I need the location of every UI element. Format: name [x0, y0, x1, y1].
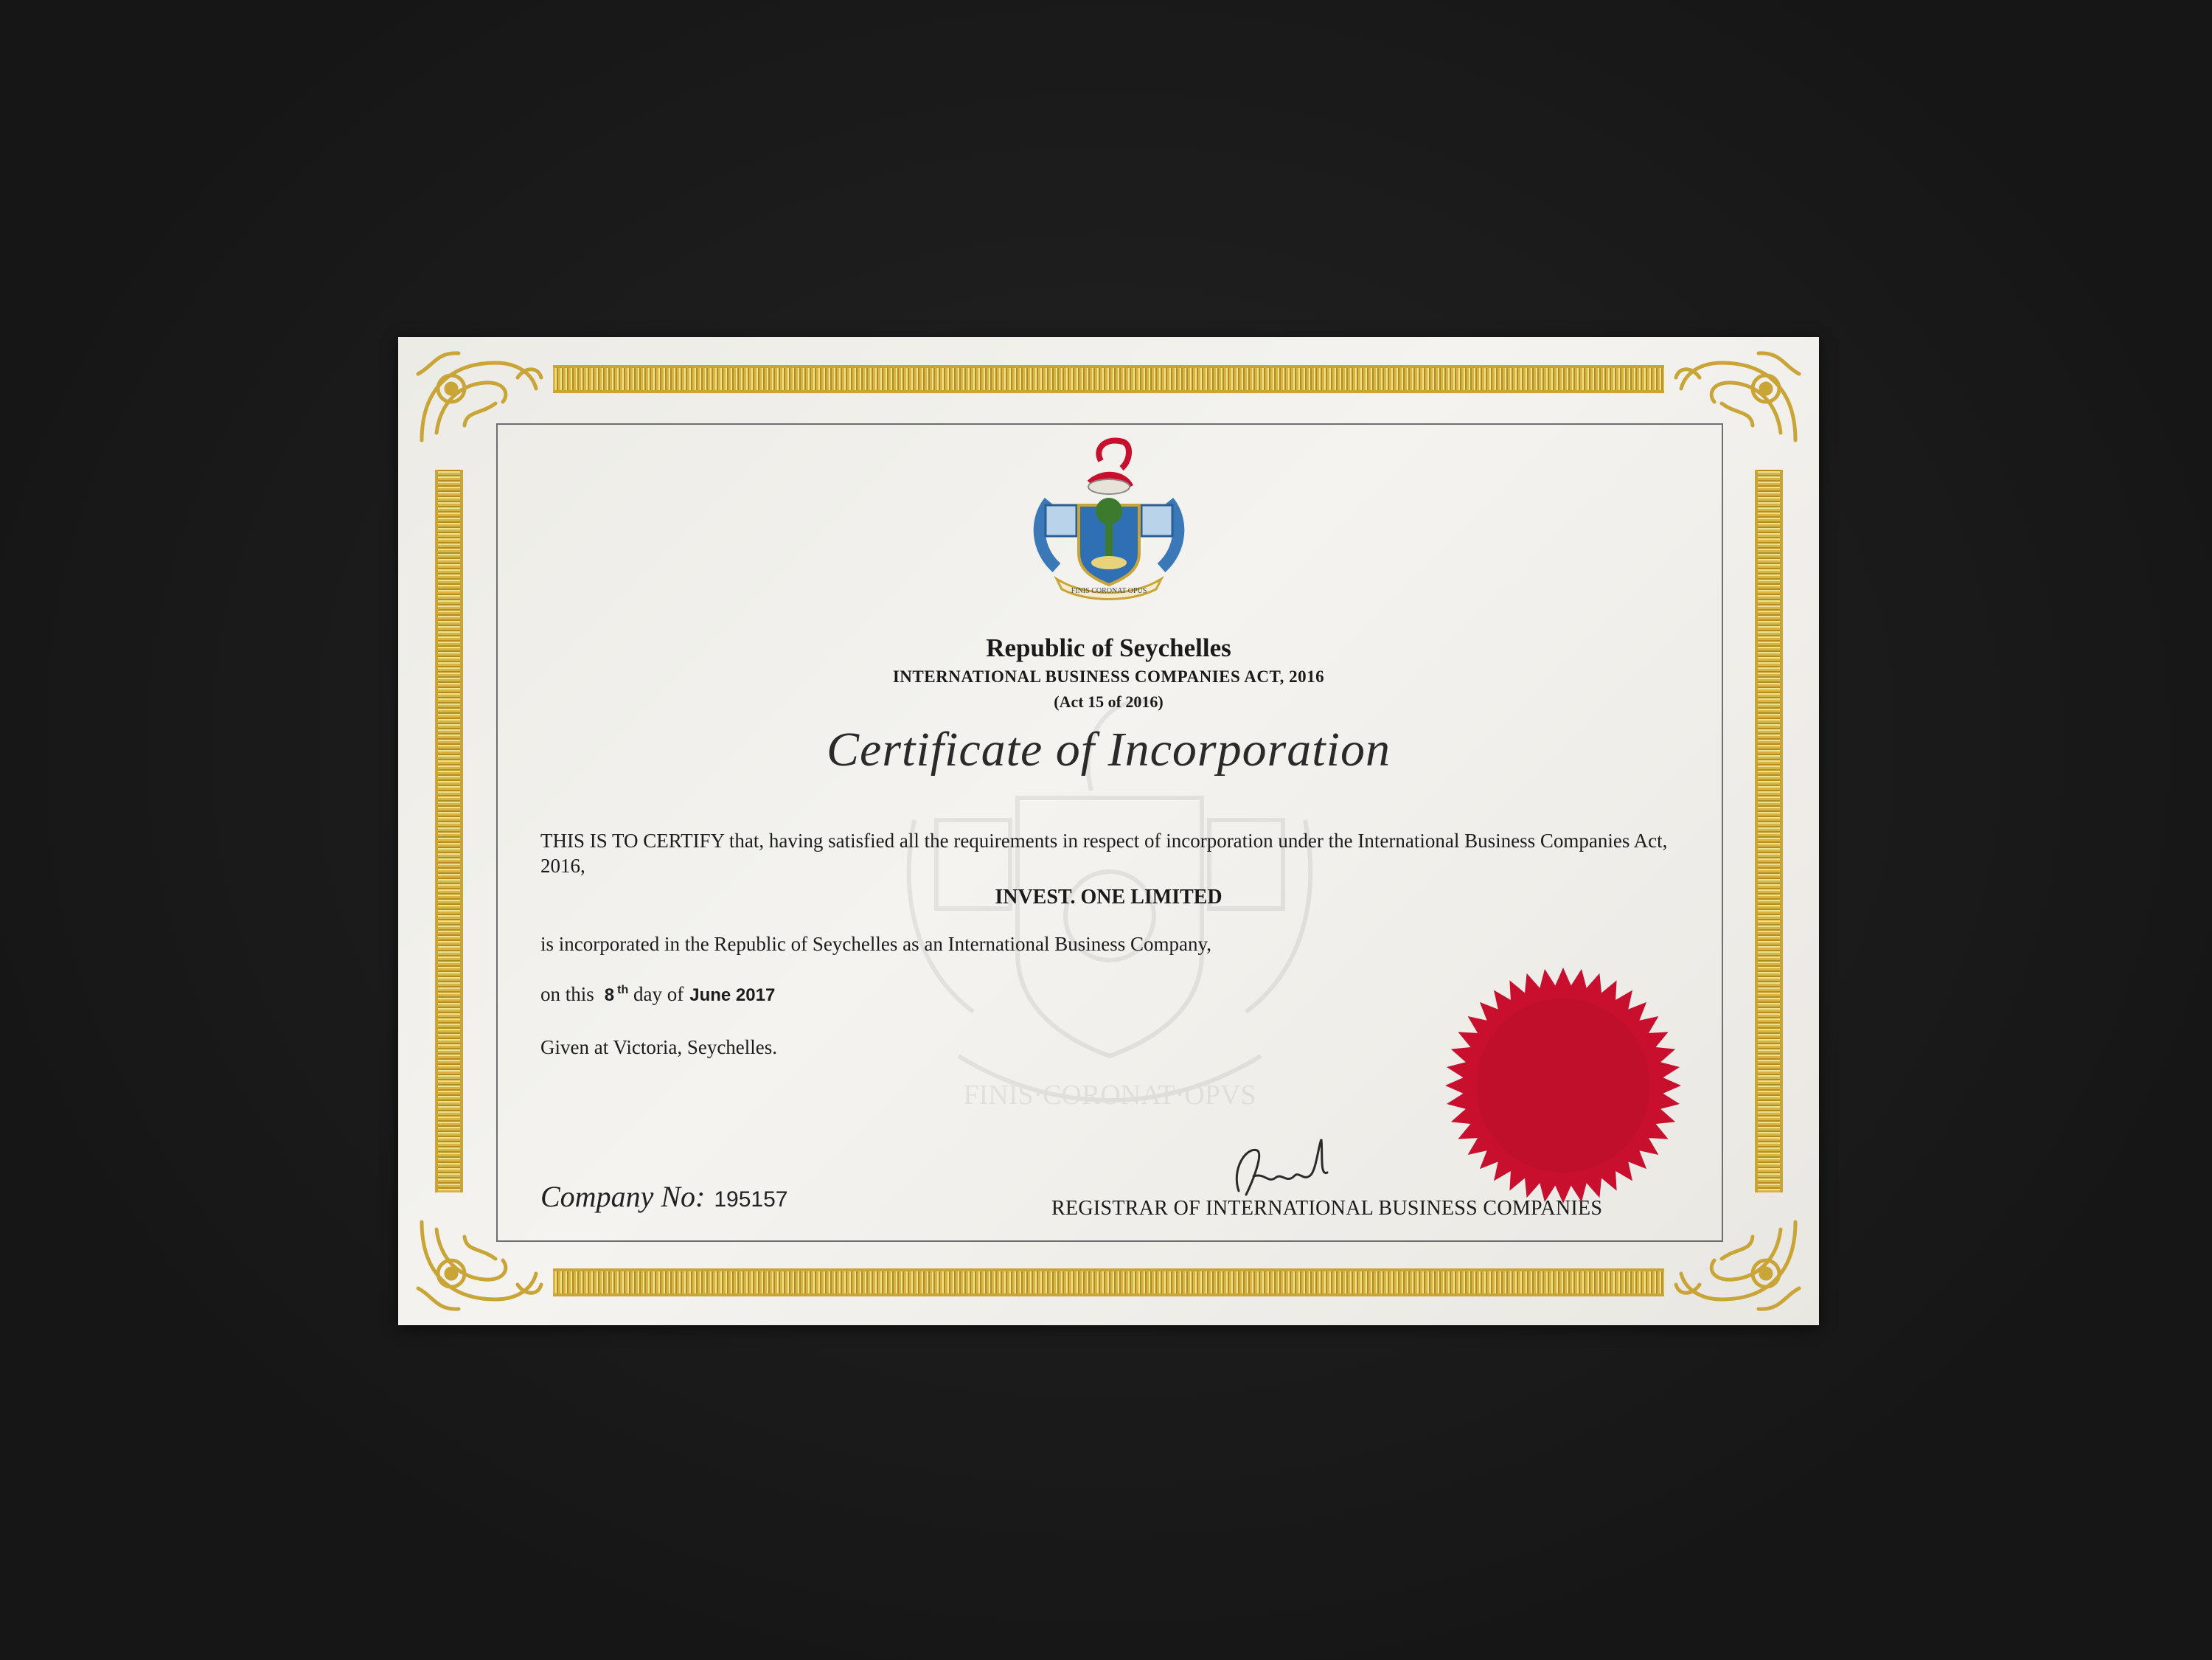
given-at: Given at Victoria, Seychelles. [540, 1036, 778, 1058]
gold-border-right [1755, 470, 1783, 1192]
crest-motto: FINIS CORONAT OPUS [1071, 587, 1147, 595]
act-heading: INTERNATIONAL BUSINESS COMPANIES ACT, 2016 [892, 667, 1325, 686]
coat-of-arms-icon [1020, 431, 1198, 602]
date-day-of: day of [633, 983, 684, 1005]
gold-border-left [435, 470, 463, 1192]
date-day: 8 [604, 985, 615, 1005]
company-name: INVEST. ONE LIMITED [995, 886, 1222, 909]
company-number-value: 195157 [714, 1187, 788, 1212]
certificate-paper [398, 337, 1819, 1325]
company-number-label: Company No: [540, 1180, 706, 1213]
registrar-signature [1224, 1132, 1335, 1198]
red-seal-icon [1441, 964, 1685, 1207]
incorporated-paragraph: is incorporated in the Republic of Seychelles as an International Business Company, [540, 933, 1212, 955]
gold-border-bottom [553, 1268, 1664, 1296]
certify-paragraph: THIS IS TO CERTIFY that, having satisfied all the requirements in respect of incorporation under the International Business Companies Act, 2016, [540, 830, 1668, 877]
incorporation-date [540, 983, 775, 1006]
act-number: (Act 15 of 2016) [1054, 692, 1164, 711]
date-day-suffix: th [617, 984, 629, 996]
company-number [540, 1179, 787, 1214]
date-month-year: June 2017 [689, 985, 776, 1005]
date-prefix: on this [540, 983, 594, 1005]
certificate-title: Certificate of Incorporation [827, 723, 1391, 777]
registrar-title: REGISTRAR OF INTERNATIONAL BUSINESS COMPANIES [1051, 1197, 1603, 1220]
gold-border-top [553, 365, 1664, 393]
watermark-motto: FINIS·CORONAT·OPVS [963, 1080, 1256, 1111]
republic-heading: Republic of Seychelles [986, 633, 1231, 662]
